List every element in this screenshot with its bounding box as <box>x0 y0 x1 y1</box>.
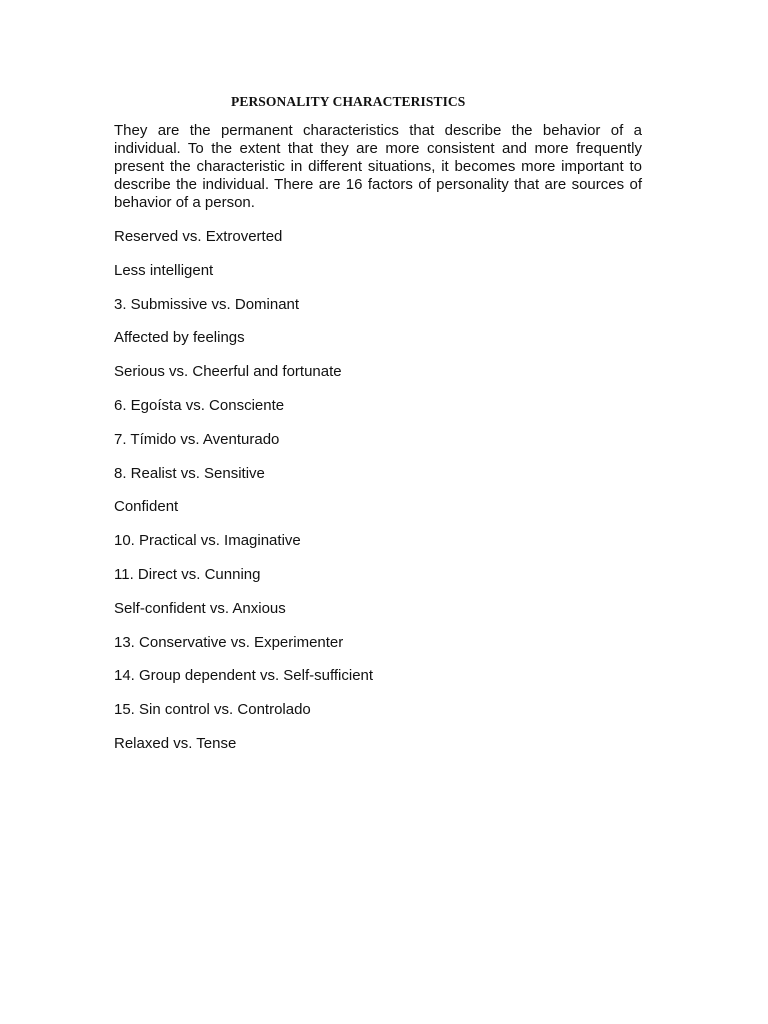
list-item: Reserved vs. Extroverted <box>114 228 283 245</box>
list-item: 7. Tímido vs. Aventurado <box>114 430 280 448</box>
list-item: 14. Group dependent vs. Self-sufficient <box>114 667 374 685</box>
list-item: 13. Conservative vs. Experimenter <box>114 633 344 651</box>
intro-paragraph: They are the permanent characteristics that describe the behavior of a individual. To the extent that they are more consistent and more frequently present the characteristic in different situations, it becomes more important to describe the individual. There are 16 factors of personality that are sources of behavior of a person. <box>114 122 642 211</box>
factor-list <box>114 228 373 769</box>
list-item: 8. Realist vs. Sensitive <box>114 464 265 482</box>
list-item: 15. Sin control vs. Controlado <box>114 701 311 719</box>
list-item: 10. Practical vs. Imaginative <box>114 532 301 550</box>
list-item: Confident <box>114 498 179 516</box>
list-item: 6. Egoísta vs. Consciente <box>114 396 285 414</box>
list-item: Affected by feelings <box>114 329 245 347</box>
list-item: Self-confident vs. Anxious <box>114 599 286 617</box>
list-item: 3. Submissive vs. Dominant <box>114 295 300 313</box>
document-title: PERSONALITY CHARACTERISTICS <box>231 94 466 109</box>
list-item: Relaxed vs. Tense <box>114 734 237 752</box>
list-item: Less intelligent <box>114 261 214 279</box>
list-item: 11. Direct vs. Cunning <box>114 565 261 583</box>
list-item: Serious vs. Cheerful and fortunate <box>114 363 342 381</box>
